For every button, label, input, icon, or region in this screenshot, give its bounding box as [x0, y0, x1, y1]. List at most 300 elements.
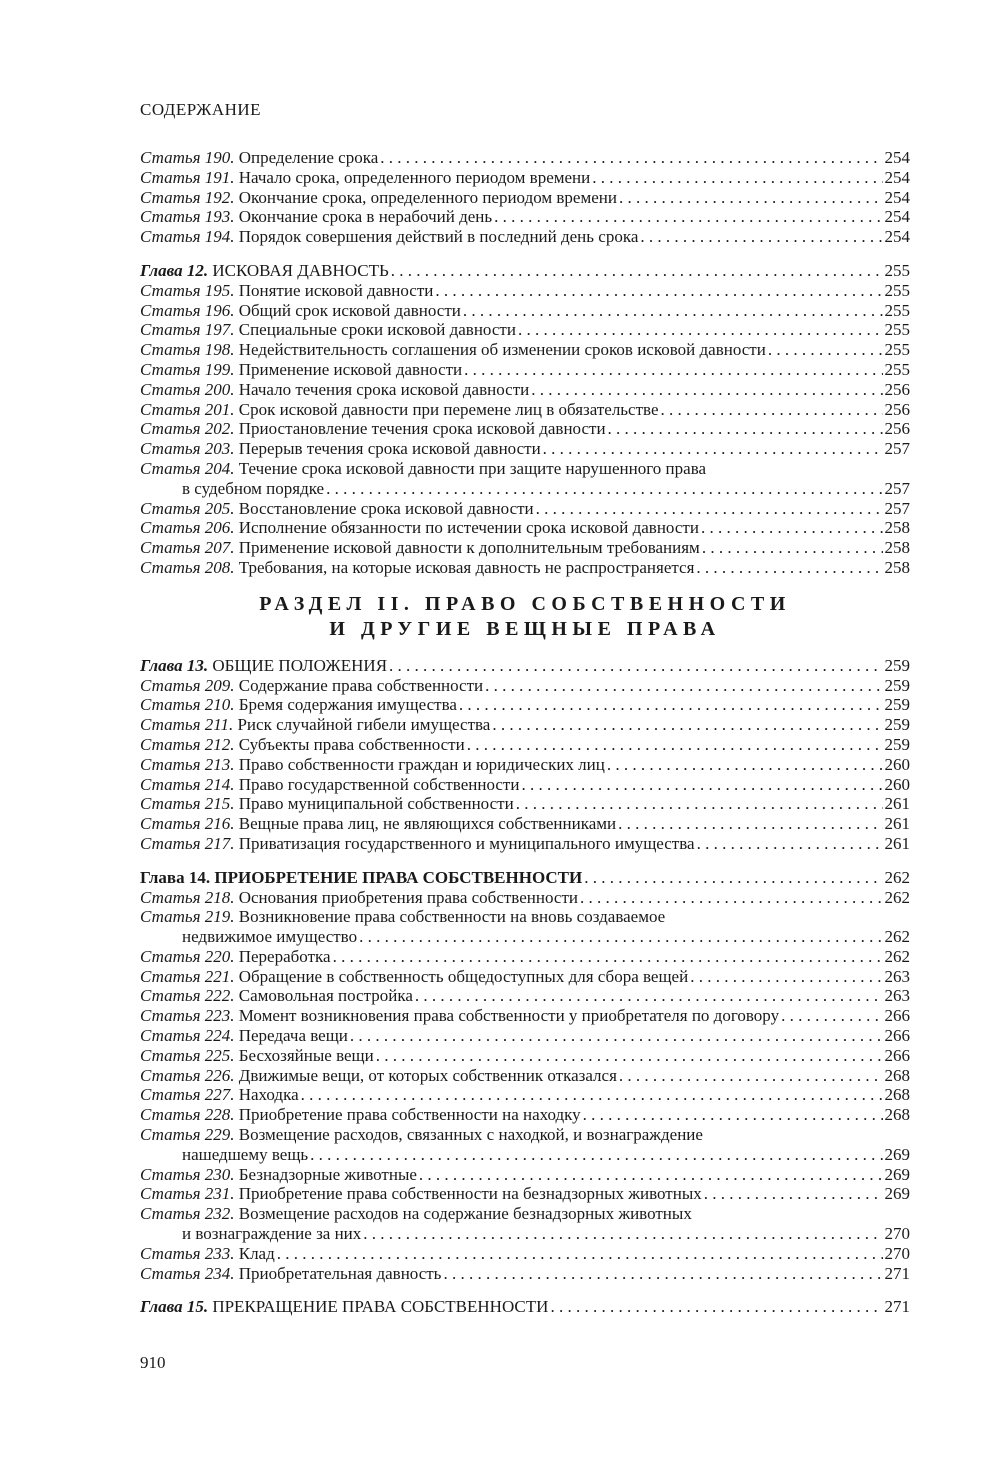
article-title: Определение срока: [238, 148, 379, 167]
dot-leader: [485, 676, 882, 696]
article-number: Статья 210.: [140, 695, 235, 715]
entry-label: [140, 1244, 275, 1264]
toc-entry[interactable]: [140, 360, 910, 380]
toc-entry[interactable]: [140, 1264, 910, 1284]
article-title: Приватизация государственного и муниципального имущества: [238, 833, 695, 853]
entry-label: [140, 1085, 299, 1105]
entry-label: [140, 301, 461, 321]
dot-leader: [326, 479, 882, 499]
page-number: 255: [884, 320, 910, 340]
article-title-cont: недвижимое имущество: [182, 927, 358, 947]
entry-label: [140, 715, 490, 735]
page-number: 259: [884, 734, 910, 754]
dot-leader: [768, 340, 883, 360]
article-number: Статья 193.: [140, 207, 235, 227]
article-number: Статья 224.: [140, 1026, 235, 1046]
article-number: Статья 199.: [140, 359, 235, 379]
article-number: Статья 217.: [140, 833, 235, 853]
article-title: Специальные сроки исковой давности: [238, 320, 516, 340]
dot-leader: [350, 1026, 883, 1046]
toc-entry[interactable]: [140, 207, 910, 227]
entry-label: [140, 281, 433, 301]
page-number: 261: [884, 794, 910, 814]
article-number: Статья 220.: [140, 946, 235, 966]
chapter-number: Глава 15.: [140, 1297, 209, 1317]
dot-leader: [301, 1085, 883, 1105]
article-title: Понятие исковой давности: [238, 280, 434, 300]
toc-entry[interactable]: [140, 148, 910, 168]
page-number: 266: [884, 1006, 910, 1026]
dot-leader: [607, 755, 883, 775]
page-number: 263: [884, 986, 910, 1006]
page-number: 257: [884, 478, 910, 498]
dot-leader: [608, 419, 883, 439]
article-number: Статья 195.: [140, 280, 235, 300]
article-title: Начало течения срока исковой давности: [238, 379, 530, 399]
entry-label: [140, 1046, 374, 1066]
article-number: Статья 219.: [140, 907, 235, 927]
article-number: Статья 213.: [140, 754, 235, 774]
toc-entry[interactable]: [140, 1105, 910, 1125]
dot-leader: [697, 834, 883, 854]
entry-label: [140, 755, 605, 775]
toc-entry-232[interactable]: [140, 1204, 910, 1244]
toc-entry[interactable]: [140, 715, 910, 735]
toc-entry[interactable]: [140, 281, 910, 301]
toc-group: [140, 148, 910, 247]
chapter-title: ОБЩИЕ ПОЛОЖЕНИЯ: [212, 655, 388, 675]
dot-leader: [584, 868, 882, 888]
article-title: Вещные права лиц, не являющихся собственниками: [238, 814, 617, 834]
article-number: Статья 212.: [140, 734, 235, 754]
toc-group: [140, 281, 910, 459]
dot-leader: [618, 814, 882, 834]
dot-leader: [536, 499, 883, 519]
entry-label: [140, 499, 534, 519]
toc-entry[interactable]: [140, 419, 910, 439]
toc-entry[interactable]: [140, 168, 910, 188]
page-number: 268: [884, 1105, 910, 1125]
toc-entry[interactable]: [140, 380, 910, 400]
article-number: Статья 216.: [140, 814, 235, 834]
entry-label: [140, 1105, 581, 1125]
dot-leader: [696, 558, 882, 578]
page-number: 269: [884, 1184, 910, 1204]
page-number: 262: [884, 867, 910, 887]
dot-leader: [376, 1046, 883, 1066]
entry-label: [140, 967, 688, 987]
chapter-number: Глава 13.: [140, 655, 209, 675]
entry-label: [140, 400, 659, 420]
dot-leader: [702, 538, 883, 558]
article-title: Требования, на которые исковая давность не распространяется: [238, 557, 695, 577]
article-title: Окончание срока в нерабочий день: [238, 207, 493, 227]
article-title: Применение исковой давности к дополнительным требованиям: [238, 538, 700, 558]
article-title: Течение срока исковой давности при защите нарушенного права: [238, 458, 707, 478]
dot-leader: [419, 1165, 883, 1185]
article-number: Статья 230.: [140, 1164, 235, 1184]
article-title: Применение исковой давности: [238, 359, 463, 379]
article-title-cont: и вознаграждение за них: [182, 1224, 362, 1244]
dot-leader: [310, 1145, 882, 1165]
article-number: Статья 207.: [140, 538, 235, 558]
article-title: Приостановление течения срока исковой давности: [238, 419, 606, 439]
page-number: 261: [884, 833, 910, 853]
dot-leader: [516, 794, 883, 814]
page-number: 266: [884, 1026, 910, 1046]
page-number: 257: [884, 498, 910, 518]
article-title: Возмещение расходов на содержание безнадзорных животных: [238, 1204, 692, 1224]
toc-entry[interactable]: [140, 439, 910, 459]
entry-label: [140, 794, 514, 814]
article-title-cont: нашедшему вещь: [182, 1144, 309, 1164]
article-title: Право муниципальной собственности: [238, 794, 514, 814]
entry-label: [140, 1184, 702, 1204]
dot-leader: [389, 656, 882, 676]
page-number: 256: [884, 399, 910, 419]
dot-leader: [464, 360, 882, 380]
toc-entry-219[interactable]: [140, 907, 910, 947]
entry-label: [140, 419, 606, 439]
dot-leader: [380, 148, 882, 168]
entry-label: [140, 814, 616, 834]
article-number: Статья 223.: [140, 1006, 235, 1026]
chapter-number: Глава 14.: [140, 867, 211, 887]
article-number: Статья 227.: [140, 1085, 235, 1105]
dot-leader: [443, 1264, 882, 1284]
article-title: Перерыв течения срока исковой давности: [238, 439, 541, 459]
entry-label: [140, 148, 378, 168]
article-number: Статья 218.: [140, 887, 235, 907]
dot-leader: [640, 227, 882, 247]
article-title: Начало срока, определенного периодом времени: [238, 167, 591, 187]
article-number: Статья 203.: [140, 439, 235, 459]
entry-label: [140, 380, 529, 400]
entry-label: [140, 168, 590, 188]
article-number: Статья 221.: [140, 966, 235, 986]
entry-label: [140, 947, 331, 967]
article-number: Статья 225.: [140, 1045, 235, 1065]
toc-group: [140, 1244, 910, 1284]
dot-leader: [391, 261, 883, 281]
page-number: 254: [884, 227, 910, 247]
article-title: Находка: [238, 1085, 299, 1105]
toc-entry[interactable]: [140, 538, 910, 558]
entry-label: [140, 1165, 417, 1185]
page-number: 254: [884, 167, 910, 187]
section-title-line2: И ДРУГИЕ ВЕЩНЫЕ ПРАВА: [329, 617, 721, 640]
page-number: 255: [884, 280, 910, 300]
article-number: Статья 206.: [140, 518, 235, 538]
article-number: Статья 226.: [140, 1065, 235, 1085]
page-number: 258: [884, 557, 910, 577]
article-title: Возмещение расходов, связанных с находкой, и вознаграждение: [238, 1125, 703, 1145]
article-title: Клад: [238, 1243, 275, 1263]
entry-label: [140, 676, 483, 696]
entry-label: [140, 207, 492, 227]
chapter-title: ПРИОБРЕТЕНИЕ ПРАВА СОБСТВЕННОСТИ: [214, 867, 583, 887]
page-number: 271: [884, 1263, 910, 1283]
toc-entry[interactable]: [140, 340, 910, 360]
page-number: 260: [884, 754, 910, 774]
dot-leader: [518, 320, 883, 340]
page-number: 255: [884, 300, 910, 320]
dot-leader: [467, 735, 883, 755]
dot-leader: [701, 518, 883, 538]
toc-entry[interactable]: [140, 499, 910, 519]
entry-label: [140, 695, 457, 715]
toc-entry[interactable]: [140, 400, 910, 420]
dot-leader: [521, 775, 882, 795]
chapter-entry-12[interactable]: [140, 261, 910, 281]
article-number: Статья 231.: [140, 1184, 235, 1204]
section-title: [140, 592, 910, 642]
page-number: 254: [884, 187, 910, 207]
toc-entry[interactable]: [140, 1085, 910, 1105]
article-title: Окончание срока, определенного периодом времени: [238, 187, 617, 207]
article-number: Статья 233.: [140, 1243, 235, 1263]
toc-entry[interactable]: [140, 1184, 910, 1204]
page-number: 268: [884, 1065, 910, 1085]
toc-entry[interactable]: [140, 1066, 910, 1086]
toc-entry[interactable]: [140, 676, 910, 696]
article-number: Статья 197.: [140, 320, 235, 340]
toc-entry-229[interactable]: [140, 1125, 910, 1165]
chapter-title: ПРЕКРАЩЕНИЕ ПРАВА СОБСТВЕННОСТИ: [212, 1297, 549, 1317]
article-title: Момент возникновения права собственности у приобретателя по договору: [238, 1006, 780, 1026]
toc-entry[interactable]: [140, 775, 910, 795]
article-number: Статья 214.: [140, 774, 235, 794]
article-number: Статья 194.: [140, 227, 235, 247]
article-title: Исполнение обязанности по истечении срока исковой давности: [238, 518, 699, 538]
dot-leader: [661, 400, 883, 420]
article-title: Содержание права собственности: [238, 675, 484, 695]
entry-label: [140, 518, 699, 538]
toc-entry[interactable]: [140, 834, 910, 854]
article-title: Самовольная постройка: [238, 986, 413, 1006]
toc-entry[interactable]: [140, 227, 910, 247]
dot-leader: [333, 947, 883, 967]
article-title: Движимые вещи, от которых собственник отказался: [238, 1065, 617, 1085]
article-title: Риск случайной гибели имущества: [237, 715, 491, 735]
toc-entry[interactable]: [140, 947, 910, 967]
page-number: 258: [884, 538, 910, 558]
toc-entry[interactable]: [140, 518, 910, 538]
toc-entry[interactable]: [140, 735, 910, 755]
article-number: Статья 198.: [140, 340, 235, 360]
dot-leader: [690, 967, 882, 987]
article-title: Субъекты права собственности: [238, 734, 465, 754]
dot-leader: [494, 207, 882, 227]
entry-label: [140, 775, 519, 795]
article-number: Статья 234.: [140, 1263, 235, 1283]
toc-entry[interactable]: [140, 967, 910, 987]
page-number: 255: [884, 260, 910, 280]
article-title: Основания приобретения права собственности: [238, 887, 578, 907]
chapter-entry-15[interactable]: [140, 1297, 910, 1317]
article-title: Порядок совершения действий в последний день срока: [238, 227, 639, 247]
dot-leader: [359, 927, 882, 947]
article-title: Возникновение права собственности на вновь создаваемое: [238, 907, 666, 927]
page-number: 261: [884, 814, 910, 834]
dot-leader: [580, 888, 883, 908]
entry-label: [140, 1066, 617, 1086]
table-of-contents: [140, 148, 910, 1317]
page-folio: 910: [140, 1353, 166, 1372]
page-number: 259: [884, 715, 910, 735]
dot-leader: [463, 301, 883, 321]
dot-leader: [459, 695, 883, 715]
dot-leader: [277, 1244, 883, 1264]
toc-entry-218[interactable]: [140, 888, 910, 908]
page-number: 259: [884, 655, 910, 675]
chapter-entry-13[interactable]: [140, 656, 910, 676]
article-number: Статья 190.: [140, 148, 235, 167]
article-number: Статья 209.: [140, 675, 235, 695]
page-number: 255: [884, 340, 910, 360]
page-number: 270: [884, 1243, 910, 1263]
article-number: Статья 196.: [140, 300, 235, 320]
toc-entry[interactable]: [140, 1026, 910, 1046]
article-title: Переработка: [238, 946, 331, 966]
dot-leader: [363, 1224, 882, 1244]
entry-label: [140, 1006, 779, 1026]
dot-leader: [619, 1066, 883, 1086]
article-number: Статья 211.: [140, 715, 234, 735]
article-title: Безнадзорные животные: [238, 1164, 417, 1184]
page-number: 263: [884, 966, 910, 986]
page-number: 254: [884, 148, 910, 167]
article-number: Статья 222.: [140, 986, 235, 1006]
entry-label: [140, 986, 413, 1006]
dot-leader: [492, 715, 882, 735]
dot-leader: [531, 380, 882, 400]
page-number: 262: [884, 946, 910, 966]
chapter-title: ИСКОВАЯ ДАВНОСТЬ: [212, 260, 389, 280]
dot-leader: [619, 188, 883, 208]
entry-label: [140, 320, 516, 340]
entry-label: [140, 538, 700, 558]
page-number: 256: [884, 379, 910, 399]
page-number: 262: [884, 927, 910, 947]
page-number: 269: [884, 1164, 910, 1184]
article-title: Приобретательная давность: [238, 1263, 442, 1283]
entry-label: [140, 227, 638, 247]
entry-label: [140, 735, 465, 755]
article-title: Право собственности граждан и юридических лиц: [238, 754, 605, 774]
article-title: Срок исковой давности при перемене лиц в обязательстве: [238, 399, 659, 419]
toc-entry[interactable]: [140, 188, 910, 208]
running-head: СОДЕРЖАНИЕ: [140, 100, 262, 119]
entry-label: [140, 558, 694, 578]
toc-entry-204[interactable]: [140, 459, 910, 499]
page-number: 256: [884, 419, 910, 439]
article-number: Статья 191.: [140, 167, 235, 187]
toc-entry[interactable]: [140, 1165, 910, 1185]
article-number: Статья 204.: [140, 458, 235, 478]
page-number: 268: [884, 1085, 910, 1105]
toc-entry[interactable]: [140, 1244, 910, 1264]
page-number: 262: [884, 887, 910, 907]
toc-group: [140, 676, 910, 854]
page-number: 269: [884, 1144, 910, 1164]
toc-entry[interactable]: [140, 794, 910, 814]
entry-label: [140, 360, 462, 380]
toc-entry[interactable]: [140, 695, 910, 715]
page-number: 254: [884, 207, 910, 227]
dot-leader: [550, 1297, 882, 1317]
toc-group: [140, 1165, 910, 1205]
article-title-cont: в судебном порядке: [182, 478, 325, 498]
chapter-entry-14[interactable]: [140, 868, 910, 888]
article-title: Бесхозяйные вещи: [238, 1045, 374, 1065]
dot-leader: [781, 1006, 882, 1026]
entry-label: [140, 834, 695, 854]
article-number: Статья 228.: [140, 1105, 235, 1125]
section-title-line1: РАЗДЕЛ II. ПРАВО СОБСТВЕННОСТИ: [259, 592, 791, 615]
entry-label: [140, 1264, 441, 1284]
toc-group: [140, 499, 910, 578]
toc-entry[interactable]: [140, 301, 910, 321]
entry-label: [140, 439, 541, 459]
article-title: Недействительность соглашения об изменении сроков исковой давности: [238, 340, 766, 360]
article-number: Статья 200.: [140, 379, 235, 399]
article-title: Обращение в собственность общедоступных для сбора вещей: [238, 966, 689, 986]
dot-leader: [704, 1184, 883, 1204]
article-number: Статья 202.: [140, 419, 235, 439]
dot-leader: [592, 168, 882, 188]
dot-leader: [435, 281, 882, 301]
entry-label: [140, 340, 766, 360]
toc-group: [140, 947, 910, 1125]
toc-entry[interactable]: [140, 986, 910, 1006]
page-number: 266: [884, 1045, 910, 1065]
page-number: 260: [884, 774, 910, 794]
article-title: Право государственной собственности: [238, 774, 520, 794]
toc-entry[interactable]: [140, 320, 910, 340]
article-title: Приобретение права собственности на находку: [238, 1105, 581, 1125]
article-title: Восстановление срока исковой давности: [238, 498, 534, 518]
article-title: Приобретение права собственности на безнадзорных животных: [238, 1184, 702, 1204]
article-number: Статья 201.: [140, 399, 235, 419]
toc-entry[interactable]: [140, 1006, 910, 1026]
page-number: 257: [884, 439, 910, 459]
dot-leader: [583, 1105, 883, 1125]
article-title: Передача вещи: [238, 1026, 348, 1046]
article-title: Общий срок исковой давности: [238, 300, 461, 320]
chapter-number: Глава 12.: [140, 260, 209, 280]
article-number: Статья 205.: [140, 498, 235, 518]
toc-entry[interactable]: [140, 558, 910, 578]
toc-entry[interactable]: [140, 814, 910, 834]
article-number: Статья 229.: [140, 1125, 235, 1145]
article-number: Статья 215.: [140, 794, 235, 814]
entry-label: [140, 188, 617, 208]
page-number: 255: [884, 359, 910, 379]
article-number: Статья 208.: [140, 557, 235, 577]
page-number: 259: [884, 695, 910, 715]
page-number: 259: [884, 675, 910, 695]
page-number: 271: [884, 1297, 910, 1317]
article-number: Статья 232.: [140, 1204, 235, 1224]
toc-entry[interactable]: [140, 755, 910, 775]
page-number: 258: [884, 518, 910, 538]
article-number: Статья 192.: [140, 187, 235, 207]
entry-label: [140, 1026, 348, 1046]
dot-leader: [543, 439, 883, 459]
article-title: Бремя содержания имущества: [238, 695, 457, 715]
toc-entry[interactable]: [140, 1046, 910, 1066]
